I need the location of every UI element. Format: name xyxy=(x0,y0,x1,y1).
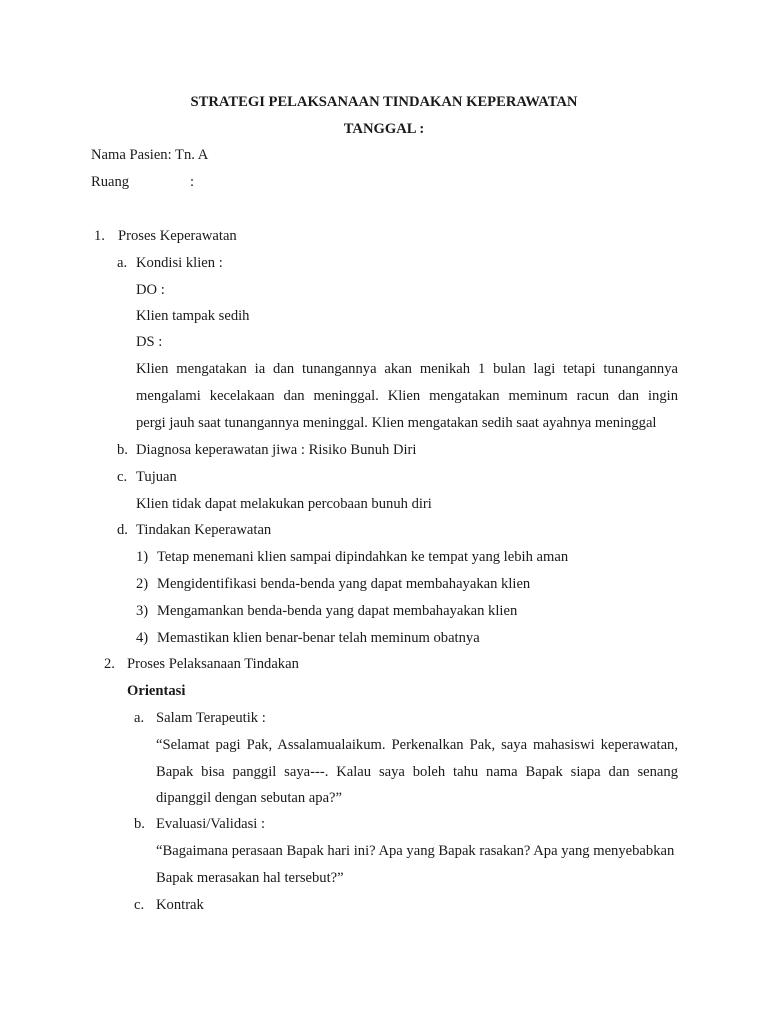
item-d-marker: d. xyxy=(117,522,128,538)
ds-label: DS : xyxy=(136,334,163,350)
section-1-title: Proses Keperawatan xyxy=(118,228,237,244)
action-number: 1) xyxy=(136,549,149,565)
contract-title: Kontrak xyxy=(156,897,204,913)
goal-title: Tujuan xyxy=(136,469,177,485)
goal-text: Klien tidak dapat melakukan percobaan bunuh diri xyxy=(136,496,432,512)
date-label: TANGGAL : xyxy=(343,121,425,137)
action-number: 4) xyxy=(136,630,149,646)
contract-marker: c. xyxy=(134,897,145,913)
section-2-number: 2. xyxy=(104,656,115,672)
orientation-heading: Orientasi xyxy=(127,683,186,699)
actions-title: Tindakan Keperawatan xyxy=(136,522,272,538)
evaluation-title: Evaluasi/Validasi : xyxy=(156,816,266,832)
greeting-line: “Selamat pagi Pak, Assalamualaikum. Perkenalkan Pak, saya mahasiswi keperawatan, xyxy=(156,737,678,753)
section-1-number: 1. xyxy=(94,228,105,244)
room-colon: : xyxy=(190,174,195,190)
action-text: Memastikan klien benar-benar telah meminum obatnya xyxy=(157,630,480,646)
greeting-marker: a. xyxy=(134,710,145,726)
action-number: 3) xyxy=(136,603,149,619)
ds-text-line: mengalami kecelakaan dan meninggal. Klien mengatakan meminum racun dan ingin xyxy=(136,388,678,404)
greeting-title: Salam Terapeutik : xyxy=(156,710,266,726)
evaluation-marker: b. xyxy=(134,816,145,832)
evaluation-line: Bapak merasakan hal tersebut?” xyxy=(156,870,344,886)
item-c-marker: c. xyxy=(117,469,128,485)
ds-text-line: Klien mengatakan ia dan tunangannya akan menikah 1 bulan lagi tetapi tunangannya xyxy=(136,361,678,377)
action-text: Tetap menemani klien sampai dipindahkan ke tempat yang lebih aman xyxy=(157,549,569,565)
document-title: STRATEGI PELAKSANAAN TINDAKAN KEPERAWATAN xyxy=(190,94,578,110)
item-a-title: Kondisi klien : xyxy=(136,255,223,271)
greeting-line: dipanggil dengan sebutan apa?” xyxy=(156,790,342,806)
do-text: Klien tampak sedih xyxy=(136,308,250,324)
action-text: Mengidentifikasi benda-benda yang dapat membahayakan klien xyxy=(157,576,531,592)
action-number: 2) xyxy=(136,576,149,592)
greeting-line: Bapak bisa panggil saya---. Kalau saya boleh tahu nama Bapak siapa dan senang xyxy=(156,764,678,780)
item-a-marker: a. xyxy=(117,255,128,271)
ds-text-line: pergi jauh saat tunangannya meninggal. Klien mengatakan sedih saat ayahnya meninggal xyxy=(136,415,657,431)
room-label: Ruang xyxy=(91,174,130,190)
action-text: Mengamankan benda-benda yang dapat membahayakan klien xyxy=(157,603,518,619)
do-label: DO : xyxy=(136,282,165,298)
diagnosis-text: Diagnosa keperawatan jiwa : Risiko Bunuh Diri xyxy=(136,442,417,458)
section-2-title: Proses Pelaksanaan Tindakan xyxy=(127,656,299,672)
evaluation-line: “Bagaimana perasaan Bapak hari ini? Apa yang Bapak rasakan? Apa yang menyebabkan xyxy=(156,843,675,859)
item-b-marker: b. xyxy=(117,442,128,458)
patient-name: Nama Pasien: Tn. A xyxy=(91,147,209,163)
